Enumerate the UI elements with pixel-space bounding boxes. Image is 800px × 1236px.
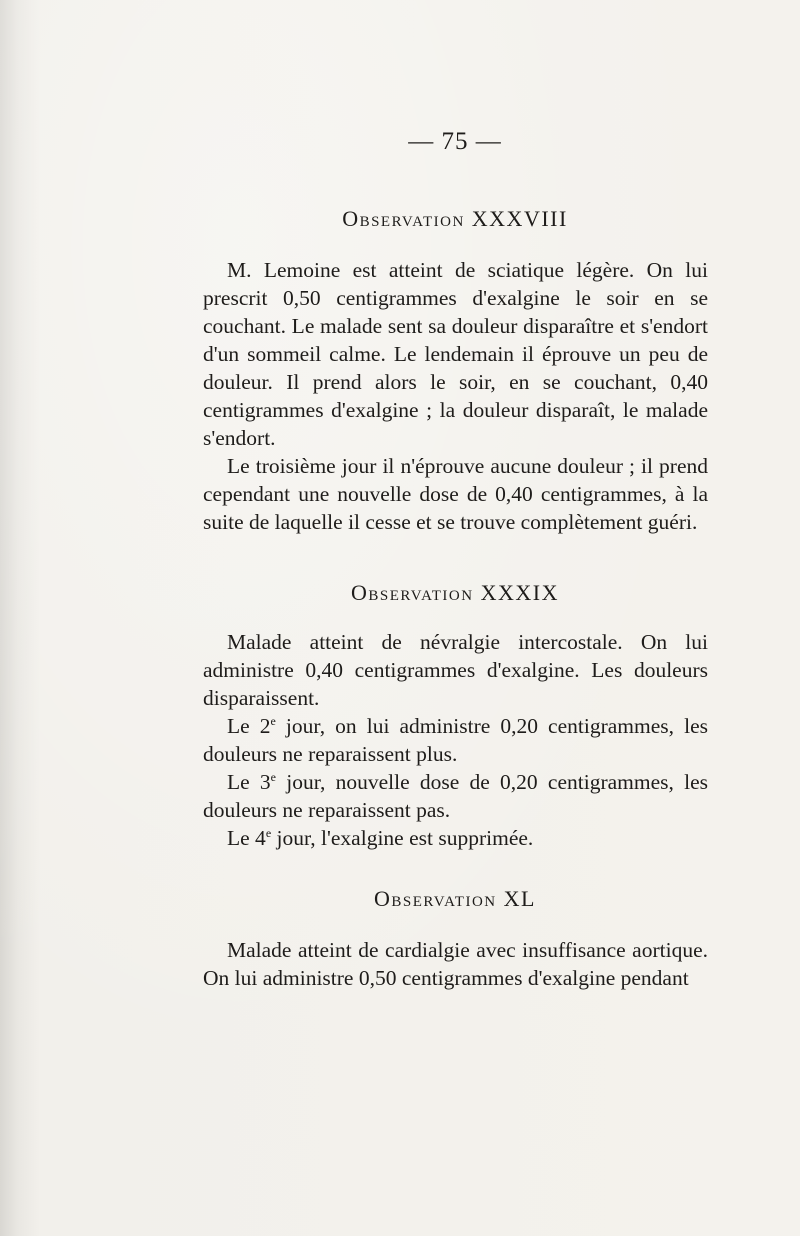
ordinal-superscript: e (270, 714, 276, 728)
paragraph (203, 712, 708, 768)
page-number: — 75 — (408, 128, 502, 155)
section-body-xxxix (203, 628, 708, 852)
paragraph-start: Le 4 (227, 826, 266, 850)
paragraph: Le troisième jour il n'éprouve aucune douleur ; il prend cependant une nouvelle dose de 0,40 centigrammes, à la suite de laquelle il cesse et se trouve complètement guéri. (203, 454, 708, 534)
paragraph-start: Le 3 (227, 770, 271, 794)
section-body-xxxviii (203, 256, 708, 536)
paragraph-rest: jour, nouvelle dose de 0,20 centigrammes, les douleurs ne reparaissent pas. (203, 770, 708, 822)
ordinal-superscript: e (265, 826, 272, 840)
paragraph-rest: jour, l'exalgine est supprimée. (271, 826, 534, 850)
paragraph (203, 824, 708, 852)
ordinal-superscript: e (270, 770, 276, 784)
section-heading-xxxviii: Observation XXXVIII (342, 206, 568, 231)
paragraph: Malade atteint de névralgie intercostale. On lui administre 0,40 centigrammes d'exalgine. Les douleurs disparaissent. (203, 630, 708, 710)
paragraph-start: Le 2 (227, 714, 271, 738)
paragraph-rest: jour, on lui administre 0,20 centigrammes, les douleurs ne reparaissent plus. (203, 714, 708, 766)
paragraph (203, 768, 708, 824)
section-body-xl (203, 936, 708, 992)
paragraph: M. Lemoine est atteint de sciatique légère. On lui prescrit 0,50 centigrammes d'exalgine le soir en se couchant. Le malade sent sa douleur disparaître et s'endort d'un sommeil calme. Le lendemain il éprouve un peu de douleur. Il prend alors le soir, en se couchant, 0,40 centigrammes d'exalgine ; la douleur disparaît, le malade s'endort. (203, 258, 708, 450)
section-heading-xxxix: Observation XXXIX (351, 580, 559, 605)
section-heading-xl: Observation XL (374, 886, 536, 911)
paragraph: Malade atteint de cardialgie avec insuffisance aortique. On lui administre 0,50 centigrammes d'exalgine pendant (203, 938, 708, 990)
